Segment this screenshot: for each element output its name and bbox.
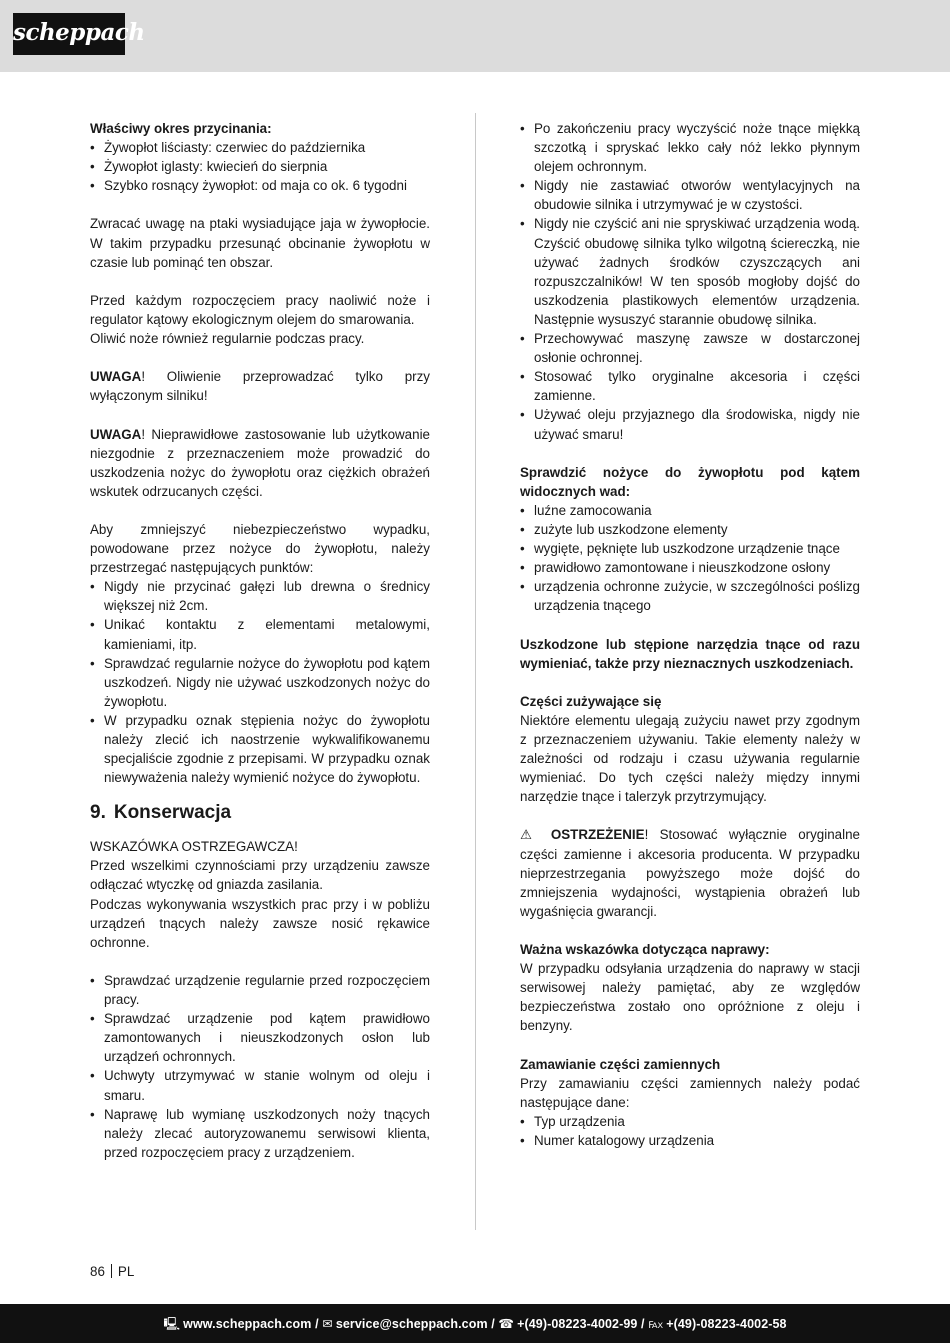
list-item: • Żywopłot iglasty: kwiecień do sierpnia (90, 157, 430, 176)
section-number: 9. (90, 802, 106, 824)
footer-website[interactable]: www.scheppach.com (183, 1317, 312, 1331)
section-heading (90, 801, 430, 825)
oil-paragraph: Przed każdym rozpoczęciem pracy naoliwić noże i regulator kątowy ekologicznym olejem do smarowania. (90, 292, 430, 327)
list-item: • Sprawdzać urządzenie pod kątem prawidłowo zamontowanych i nieuszkodzonych osłon lub urządzeń ochronnych. (90, 1009, 430, 1066)
page-number-separator (111, 1264, 112, 1278)
notice-paragraph-2: Podczas wykonywania wszystkich prac przy i w pobliżu urządzeń tnących należy zawsze nosić rękawice ochronne. (90, 896, 430, 950)
footer-separator: / (311, 1317, 323, 1331)
list-item: • Uchwyty utrzymywać w stanie wolnym od oleju i smaru. (90, 1066, 430, 1104)
list-item: • luźne zamocowania (520, 501, 860, 520)
cutting-period-list (90, 138, 430, 195)
list-item: • Nigdy nie zastawiać otworów wentylacyjnych na obudowie silnika i utrzymywać je w czystości. (520, 176, 860, 214)
list-item: • Szybko rosnący żywopłot: od maja co ok. 6 tygodni (90, 176, 430, 195)
warning-label: UWAGA (90, 369, 142, 385)
list-item: • Stosować tylko oryginalne akcesoria i części zamienne. (520, 367, 860, 405)
care-list (520, 119, 860, 444)
notice-paragraph: Przed wszelkimi czynnościami przy urządzeniu zawsze odłączać wtyczkę od gniazda zasilania. (90, 858, 430, 893)
caution-paragraph (520, 825, 860, 920)
list-item: • prawidłowo zamontowane i nieuszkodzone osłony (520, 558, 860, 577)
list-item: • W przypadku oznak stępienia nożyc do żywopłotu należy zlecić ich naostrzenie wykwalifikowanemu specjaliście zgodnie z przepisami. W przypadku oznak niewyważenia należy wymienić nożyce do żywopłotu. (90, 711, 430, 787)
list-item: • Nigdy nie przycinać gałęzi lub drewna o średnicy większej niż 2cm. (90, 577, 430, 615)
list-item: • Sprawdzać urządzenie regularnie przed rozpoczęciem pracy. (90, 971, 430, 1009)
list-item: • Używać oleju przyjaznego dla środowiska, nigdy nie używać smaru! (520, 405, 860, 443)
page-number-value: 86 (90, 1264, 105, 1279)
right-column (520, 119, 860, 1150)
warning-text: ! Oliwienie przeprowadzać tylko przy wyłączonym silniku! (90, 369, 430, 404)
list-item: • urządzenia ochronne zużycie, w szczególności poślizg urządzenia tnącego (520, 577, 860, 615)
scheppach-logo: scheppach (13, 13, 125, 55)
list-item: • Przechowywać maszynę zawsze w dostarczonej osłonie ochronnej. (520, 329, 860, 367)
footer-phone[interactable]: +(49)-08223-4002-99 (517, 1317, 638, 1331)
warning-text: ! Nieprawidłowe zastosowanie lub użytkowanie niezgodnie z przeznaczeniem może prowadzić do uszkodzenia nożyc do żywopłotu oraz ciężkich obrażeń wskutek odrzucanych części. (90, 426, 430, 499)
list-item: • wygięte, pęknięte lub uszkodzone urządzenie tnące (520, 539, 860, 558)
caution-label: OSTRZEŻENIE (550, 827, 645, 843)
footer-fax: +(49)-08223-4002-58 (666, 1317, 787, 1331)
page-footer (0, 1304, 950, 1343)
list-item: • Żywopłot liściasty: czerwiec do października (90, 138, 430, 157)
maintenance-list (90, 971, 430, 1162)
warning-triangle-icon: ⚠ (520, 827, 540, 843)
page-header (0, 0, 950, 72)
footer-separator: / (487, 1317, 499, 1331)
list-item: • zużyte lub uszkodzone elementy (520, 520, 860, 539)
list-item: • Nigdy nie czyścić ani nie spryskiwać urządzenia wodą. Czyścić obudowę silnika tylko wilgotną ściereczką, nie używać żadnych środków czyszczących ani rozpuszczalników! W ten sposób mogłoby dojść do uszkodzenia plastikowych elementów urządzenia. Następnie wysuszyć starannie obudowę silnika. (520, 214, 860, 329)
notice-title: WSKAZÓWKA OSTRZEGAWCZA! (90, 839, 298, 855)
footer-email[interactable]: service@scheppach.com (335, 1317, 488, 1331)
inspect-list (520, 501, 860, 616)
order-list (520, 1112, 860, 1150)
page-language: PL (117, 1264, 135, 1279)
warning-oil (90, 367, 430, 405)
list-item: • Numer katalogowy urządzenia (520, 1131, 860, 1150)
list-item: • Naprawę lub wymianę uszkodzonych noży tnących należy zlecać autoryzowanemu serwisowi klienta, przed rozpoczęciem pracy z urządzeniem. (90, 1105, 430, 1162)
repair-paragraph: W przypadku odsyłania urządzenia do naprawy w stacji serwisowej należy pamiętać, aby ze względów bezpieczeństwa zostało ono opróżnione z oleju i benzyny. (520, 961, 860, 1034)
warning-label: UWAGA (90, 426, 142, 442)
warning-misuse (90, 425, 430, 501)
caution-text: ! Stosować wyłącznie oryginalne części zamienne i akcesoria producenta. W przypadku nieprzestrzegania powyższego może dojść do zmniejszenia wydajności, wystąpienia obrażeń lub wygaśnięcia gwarancji. (520, 827, 860, 919)
order-intro: Przy zamawianiu części zamiennych należy podać następujące dane: (520, 1075, 860, 1110)
wear-paragraph: Niektóre elementu ulegają zużyciu nawet przy zgodnym z przeznaczeniem używaniu. Takie elementy należy w zależności od rodzaju i czasu używania regularnie wymieniać. Do tych części należy między innymi narzędzie tnące i talerzyk przytrzymujący. (520, 712, 860, 805)
mail-icon: ✉ (322, 1317, 333, 1331)
risk-list (90, 577, 430, 787)
list-item: • Sprawdzać regularnie nożyce do żywopłotu pod kątem uszkodzeń. Nigdy nie używać uszkodzonych nożyc do żywopłotu. (90, 654, 430, 711)
fax-icon: ℻ (648, 1317, 664, 1331)
oil-paragraph-2: Oliwić noże również regularnie podczas pracy. (90, 331, 365, 347)
footer-contact (0, 1315, 950, 1336)
list-item: • Unikać kontaktu z elementami metalowymi, kamieniami, itp. (90, 615, 430, 653)
list-item: • Typ urządzenia (520, 1112, 860, 1131)
computer-icon: 🖳 (163, 1317, 181, 1331)
phone-icon: ☎ (498, 1317, 515, 1331)
footer-separator: / (637, 1317, 649, 1331)
list-item: • Po zakończeniu pracy wyczyścić noże tnące miękką szczotką i spryskać lekko cały nóż lekko płynnym olejem ochronnym. (520, 119, 860, 176)
wear-title: Części zużywające się (520, 693, 662, 709)
replace-notice: Uszkodzone lub stępione narzędzia tnące od razu wymieniać, także przy nieznacznych uszkodzeniach. (520, 636, 860, 671)
birds-paragraph: Zwracać uwagę na ptaki wysiadujące jaja w żywopłocie. W takim przypadku przesunąć obcinanie żywopłotu w czasie lub pominąć ten obszar. (90, 216, 430, 270)
section-title: Konserwacja (113, 802, 232, 824)
order-title: Zamawianie części zamiennych (520, 1056, 721, 1072)
page-number (90, 1264, 134, 1279)
inspect-title: Sprawdzić nożyce do żywopłotu pod kątem widocznych wad: (520, 464, 860, 499)
cutting-period-title: Właściwy okres przycinania: (90, 121, 272, 136)
repair-title: Ważna wskazówka dotycząca naprawy: (520, 942, 770, 958)
column-divider (475, 113, 476, 1230)
left-column (90, 119, 430, 1162)
risk-intro: Aby zmniejszyć niebezpieczeństwo wypadku, powodowane przez nożyce do żywopłotu, należy przestrzegać następujących punktów: (90, 521, 430, 576)
